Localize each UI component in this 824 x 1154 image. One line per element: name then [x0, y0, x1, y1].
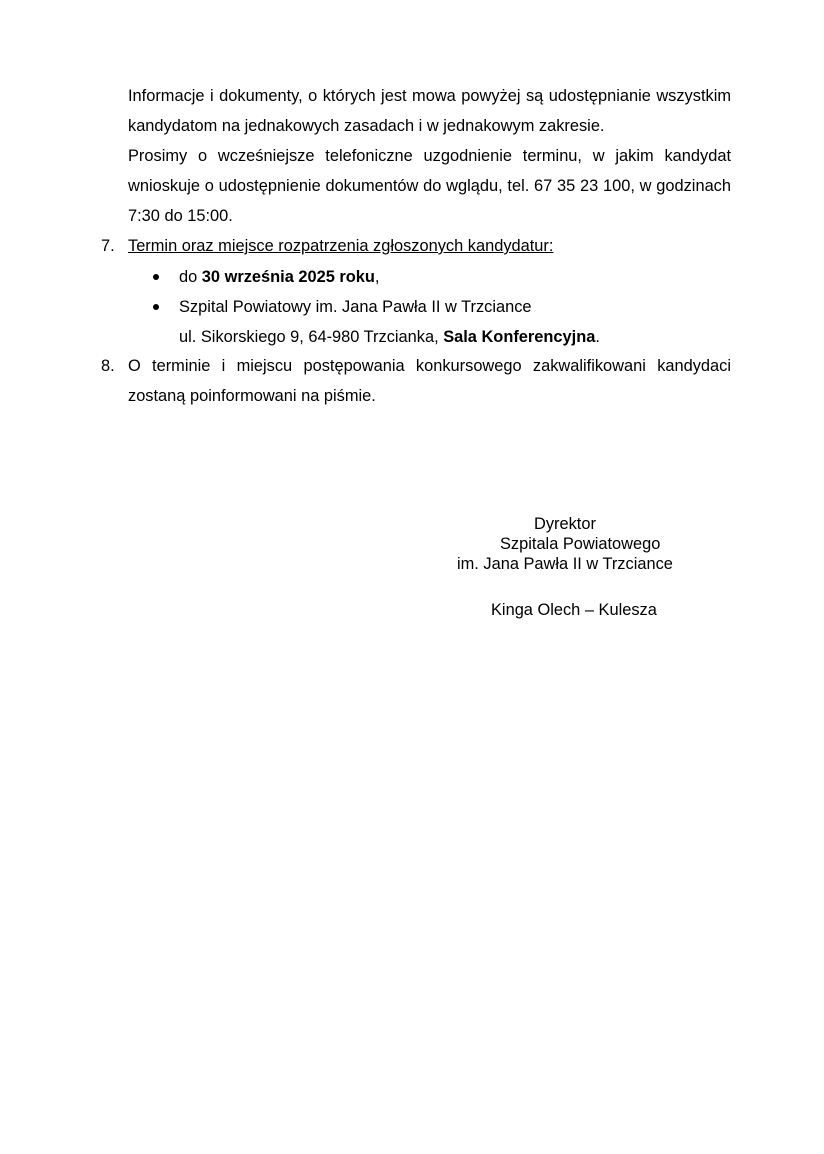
bullet-date-bold: 30 września 2025 roku	[201, 268, 375, 286]
bullet-icon	[153, 304, 159, 310]
item-7-heading: Termin oraz miejsce rozpatrzenia zgłoszonych kandydatur:	[128, 237, 554, 255]
bullet-item-date	[179, 262, 379, 292]
bullet-icon	[153, 274, 159, 280]
signature-org-line1: Szpitala Powiatowego	[500, 535, 661, 553]
signature-title: Dyrektor	[534, 515, 596, 533]
signature-name: Kinga Olech – Kulesza	[491, 601, 657, 619]
intro-paragraph-1: Informacje i dokumenty, o których jest mowa powyżej są udostępnianie wszystkim kandydatom na jednakowych zasadach i w jednakowym zakresie.	[128, 87, 731, 135]
address-suffix: .	[595, 328, 600, 346]
list-number: 8.	[101, 357, 115, 375]
list-item-8	[101, 351, 731, 411]
list-number: 7.	[101, 237, 115, 255]
room-name: Sala Konferencyjna	[443, 328, 596, 346]
intro-paragraph-2: Prosimy o wcześniejsze telefoniczne uzgodnienie terminu, w jakim kandydat wnioskuje o udostępnienie dokumentów do wglądu, tel. 67 35 23 100, w godzinach 7:30 do 15:00.	[128, 147, 731, 225]
list-item-7	[101, 231, 731, 261]
address-text: ul. Sikorskiego 9, 64-980 Trzcianka,	[179, 328, 444, 346]
bullet-date-suffix: ,	[374, 268, 380, 286]
item-8-text: O terminie i miejscu postępowania konkursowego zakwalifikowani kandydaci zostaną poinformowani na piśmie.	[128, 357, 731, 405]
signature-org-line2: im. Jana Pawła II w Trzciance	[457, 555, 673, 573]
bullet-date-prefix: do	[179, 268, 202, 286]
bullet-item-place-line2	[179, 322, 600, 352]
bullet-item-place-line1: Szpital Powiatowy im. Jana Pawła II w Trzciance	[179, 298, 532, 316]
